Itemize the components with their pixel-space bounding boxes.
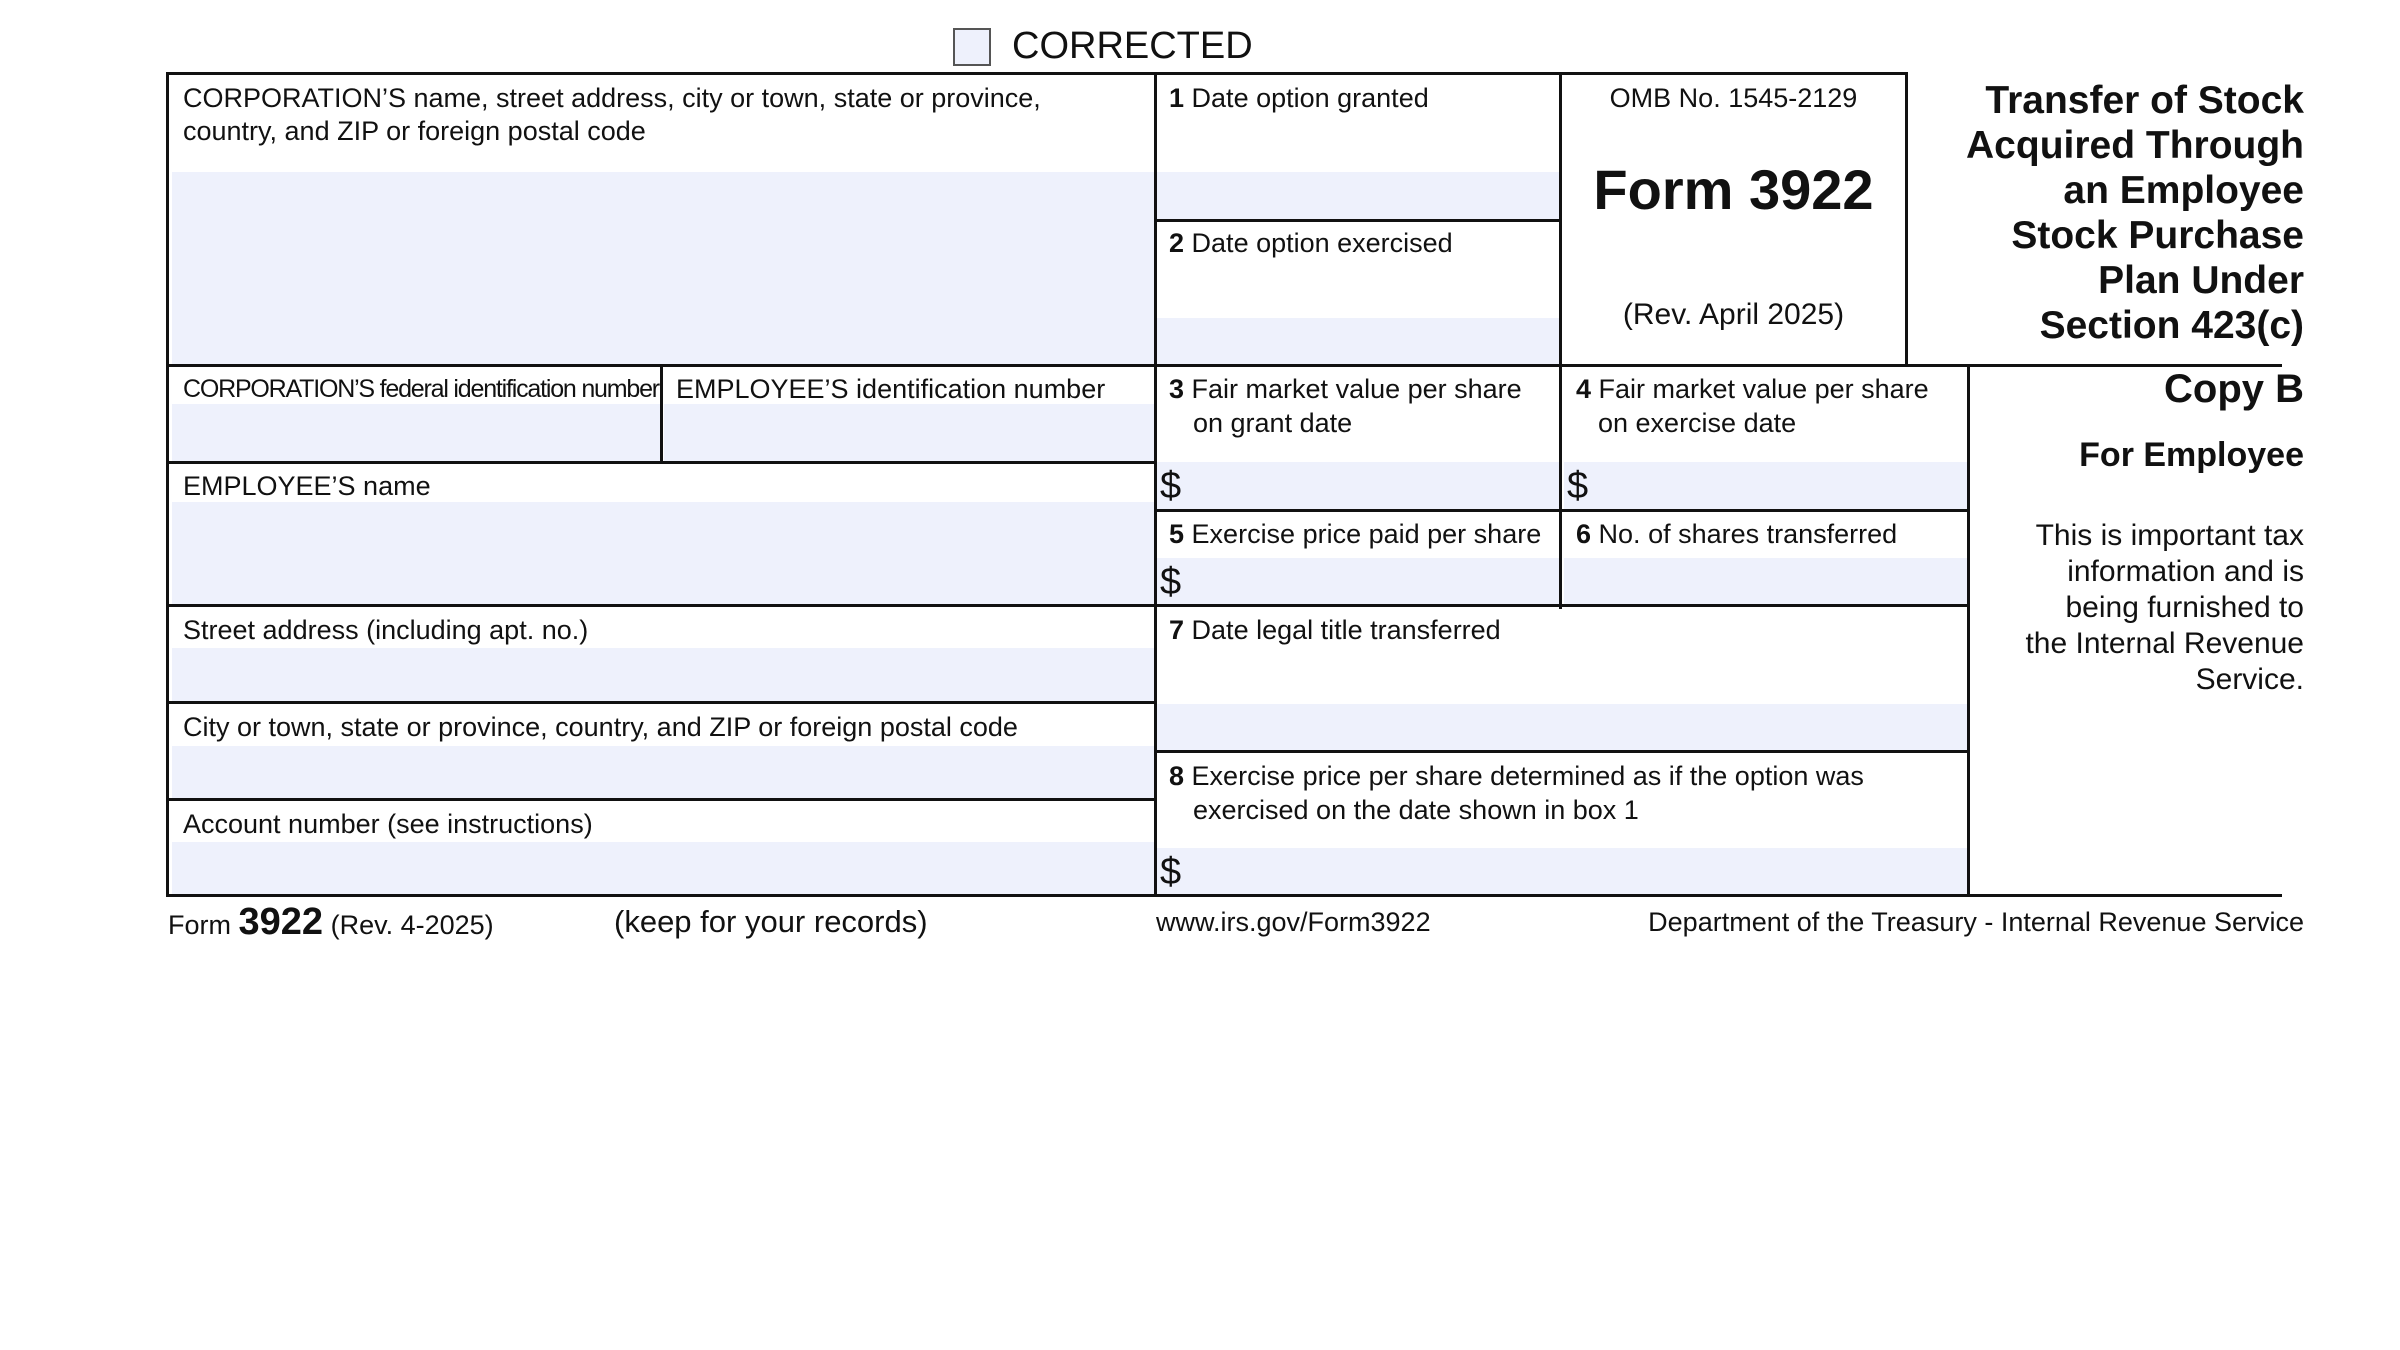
box8-label xyxy=(1169,760,1864,793)
city-field[interactable] xyxy=(172,746,1156,798)
note-line: being furnished to xyxy=(2065,591,2304,624)
box4-field[interactable] xyxy=(1564,462,1970,511)
box6-label xyxy=(1576,518,1897,551)
copy-label: Copy B xyxy=(2164,367,2304,411)
form-top-border xyxy=(166,72,1908,75)
row-line-city xyxy=(166,798,1157,801)
box2-field[interactable] xyxy=(1157,318,1562,366)
fin-divider xyxy=(660,364,663,464)
box5-label-text: Exercise price paid per share xyxy=(1191,519,1542,549)
footer-form-id xyxy=(168,902,494,945)
row-line-box7 xyxy=(1154,750,1970,753)
box1-label-text: Date option granted xyxy=(1191,83,1429,113)
omb-number: OMB No. 1545-2129 xyxy=(1609,83,1858,113)
footer-department: Department of the Treasury - Internal Revenue Service xyxy=(1648,907,2304,937)
form-title: Form 3922 xyxy=(1593,158,1874,221)
box7-field[interactable] xyxy=(1157,704,1970,752)
row-line-box3 xyxy=(1154,509,1970,512)
box4-number: 4 xyxy=(1576,374,1592,404)
footer-form-word: Form xyxy=(168,910,231,940)
box6-number: 6 xyxy=(1576,519,1592,549)
row-line-street xyxy=(166,701,1157,704)
box8-label-text: Exercise price per share determined as if the option was xyxy=(1191,761,1864,791)
account-field[interactable] xyxy=(172,842,1156,894)
corrected-checkbox[interactable] xyxy=(953,28,991,66)
tax-info-note xyxy=(1964,518,2304,698)
title-line: Stock Purchase xyxy=(2011,214,2304,257)
employee-id-label: EMPLOYEE’S identification number xyxy=(676,374,1106,404)
box5-dollar-sign: $ xyxy=(1160,561,1182,603)
corp-fin-field[interactable] xyxy=(172,404,662,463)
corp-name-label-line2: country, and ZIP or foreign postal code xyxy=(183,116,646,146)
box4-dollar-sign: $ xyxy=(1567,465,1589,507)
for-employee-label: For Employee xyxy=(2079,436,2304,474)
corp-name-label: CORPORATION’S name, street address, city or town, state or province, xyxy=(183,83,1041,113)
box2-label-text: Date option exercised xyxy=(1191,228,1453,258)
title-line: an Employee xyxy=(2063,169,2304,212)
box3-label-text: Fair market value per share xyxy=(1191,374,1522,404)
box3-dollar-sign: $ xyxy=(1160,465,1182,507)
street-field[interactable] xyxy=(172,648,1156,703)
box1-number: 1 xyxy=(1169,83,1185,113)
box4-label-line2: on exercise date xyxy=(1598,408,1797,438)
box5-field[interactable] xyxy=(1157,558,1562,606)
corrected-label: CORRECTED xyxy=(1012,25,1253,67)
box8-number: 8 xyxy=(1169,761,1185,791)
row-line-name xyxy=(166,604,1970,607)
col-divider-2 xyxy=(1559,72,1562,609)
row-line-box1 xyxy=(1154,219,1562,222)
street-label: Street address (including apt. no.) xyxy=(183,615,589,645)
box8-label-line2: exercised on the date shown in box 1 xyxy=(1193,795,1639,825)
box3-number: 3 xyxy=(1169,374,1185,404)
corp-name-field[interactable] xyxy=(172,172,1156,366)
box6-label-text: No. of shares transferred xyxy=(1598,519,1898,549)
box5-number: 5 xyxy=(1169,519,1185,549)
box7-label xyxy=(1169,614,1501,647)
omb-right-border xyxy=(1905,72,1908,366)
form-bottom-border xyxy=(166,894,2282,897)
form-description-title xyxy=(1924,78,2304,348)
box1-label xyxy=(1169,82,1429,115)
note-line: information and is xyxy=(2067,555,2304,588)
footer-url[interactable]: www.irs.gov/Form3922 xyxy=(1156,907,1431,937)
account-label: Account number (see instructions) xyxy=(183,809,593,839)
employee-name-label: EMPLOYEE’S name xyxy=(183,471,431,501)
title-line: Acquired Through xyxy=(1966,124,2304,167)
box1-field[interactable] xyxy=(1157,172,1562,221)
corp-fin-label: CORPORATION’S federal identification number xyxy=(183,375,659,403)
employee-id-field[interactable] xyxy=(664,404,1156,463)
box4-label xyxy=(1576,373,1929,406)
box3-field[interactable] xyxy=(1157,462,1562,511)
title-line: Section 423(c) xyxy=(2039,304,2304,347)
form-revision: (Rev. April 2025) xyxy=(1622,298,1845,331)
box8-field[interactable] xyxy=(1157,848,1970,894)
box8-dollar-sign: $ xyxy=(1160,851,1182,893)
footer-form-number: 3922 xyxy=(238,901,324,943)
title-line: Transfer of Stock xyxy=(1985,79,2304,122)
note-line: Service. xyxy=(2195,663,2304,696)
box7-number: 7 xyxy=(1169,615,1185,645)
employee-name-field[interactable] xyxy=(172,502,1156,606)
box3-label xyxy=(1169,373,1522,406)
note-line: the Internal Revenue xyxy=(2025,627,2304,660)
box7-label-text: Date legal title transferred xyxy=(1191,615,1501,645)
note-line: This is important tax xyxy=(2035,519,2304,552)
box6-field[interactable] xyxy=(1564,558,1970,606)
footer-rev: (Rev. 4-2025) xyxy=(330,910,494,940)
box3-label-line2: on grant date xyxy=(1193,408,1353,438)
box2-label xyxy=(1169,227,1453,260)
title-line: Plan Under xyxy=(2098,259,2304,302)
col-divider-1 xyxy=(1154,72,1157,897)
box2-number: 2 xyxy=(1169,228,1185,258)
box4-label-text: Fair market value per share xyxy=(1598,374,1929,404)
row-line-fin xyxy=(166,461,1157,464)
footer-keep-records: (keep for your records) xyxy=(614,904,928,939)
box5-label xyxy=(1169,518,1541,551)
city-label: City or town, state or province, country, and ZIP or foreign postal code xyxy=(183,712,1018,742)
form-left-border xyxy=(166,72,169,897)
